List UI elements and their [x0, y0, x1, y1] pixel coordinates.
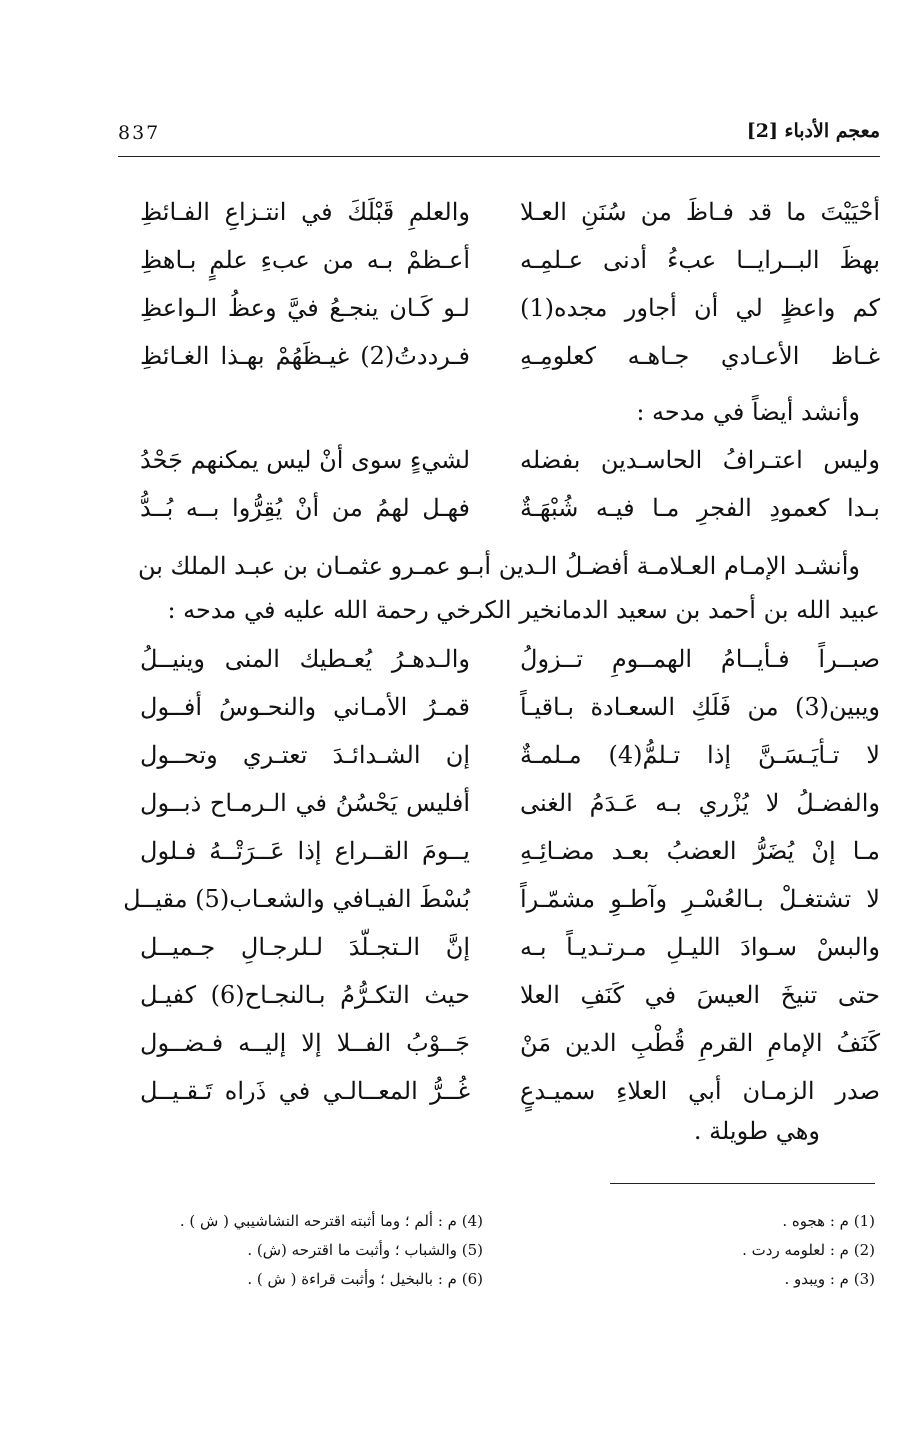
- first-hemistich: مـا إنْ يُضَرُّ العضبُ بعـد مضـائِـهِ: [520, 837, 880, 865]
- verse-line: [140, 446, 880, 494]
- verse-line: [140, 693, 880, 741]
- first-hemistich: بـدا كعمودِ الفجرِ مـا فيـه شُبْهَـةٌ: [520, 494, 880, 522]
- first-hemistich: غـاظ الأعـادي جـاهـه كعلومِـهِ: [520, 342, 880, 370]
- verse-line: [140, 294, 880, 342]
- footnote: (4) م : ألم ؛ وما أثبته اقترحه النشاشيبي ( ش ) .: [179, 1212, 483, 1230]
- verse-line: [140, 645, 880, 693]
- verse-line: [140, 981, 880, 1029]
- verse-line: [140, 837, 880, 885]
- intro-paragraph-line: وأنشـد الإمـام العـلامـة أفضـلُ الـدين أبـو عمـرو عثمـان بن عبـد الملك بن: [137, 552, 860, 580]
- intro-paragraph-line: عبيد الله بن أحمد بن سعيد الدمانخير الكرخي رحمة الله عليه في مدحه :: [167, 596, 880, 624]
- book-title: معجم الأدباء [2]: [746, 120, 880, 142]
- second-hemistich: فـرددتُ(2) غيـظَهُمْ بهـذا الغـائظِ: [140, 342, 470, 370]
- page-header: [118, 116, 880, 156]
- footnote-rule: [610, 1183, 875, 1184]
- second-hemistich: إنَّ الـتجـلّدَ لـلرجـالِ جـميــل: [140, 933, 470, 961]
- verse-line: [140, 741, 880, 789]
- closing-line: وهي طويلة .: [693, 1117, 820, 1145]
- first-hemistich: صبــراً فـأيــامُ الهمــومِ تــزولُ: [520, 645, 880, 673]
- second-hemistich: فهـل لهمُ من أنْ يُقِرُّوا بــه بُــدُّ: [140, 494, 470, 522]
- footnote: (2) م : لعلومه ردت .: [742, 1241, 875, 1259]
- second-hemistich: أفليس يَحْسُنُ في الـرمـاح ذبــول: [140, 789, 470, 817]
- first-hemistich: أحْيَيْتَ ما قد فـاظَ من سُنَنِ العـلا: [520, 198, 880, 226]
- first-hemistich: والبسْ سـوادَ الليـلِ مـرتـديـاً بـه: [520, 933, 880, 961]
- verse-line: [140, 246, 880, 294]
- second-hemistich: والعلمِ قَبْلَكَ في انتـزاعِ الفـائظِ: [140, 198, 470, 226]
- intro-line: وأنشد أيضاً في مدحه :: [636, 398, 860, 426]
- second-hemistich: إن الشـدائـدَ تعتـري وتحــول: [140, 741, 470, 769]
- first-hemistich: حتى تنيخَ العيسَ في كَنَفِ العلا: [520, 981, 880, 1009]
- first-hemistich: كَنَفُ الإمامِ القرمِ قُطْبِ الدين مَنْ: [520, 1029, 880, 1057]
- second-hemistich: لشيءٍ سوى أنْ ليس يمكنهم جَحْدُ: [140, 446, 470, 474]
- second-hemistich: أعـظمْ بـه من عبءِ علمٍ بـاهظِ: [140, 246, 470, 274]
- second-hemistich: جَــوْبُ الفــلا إلا إليــه فـضــول: [140, 1029, 470, 1057]
- second-hemistich: لـو كَـان ينجـعُ فيَّ وعظُ الـواعظِ: [140, 294, 470, 322]
- page-number: 837: [118, 122, 161, 144]
- verse-line: [140, 494, 880, 542]
- first-hemistich: والفضـلُ لا يُزْري بـه عَـدَمُ الغنى: [520, 789, 880, 817]
- first-hemistich: بهظَ البــرايــا عبءُ أدنى عـلمِـه: [520, 246, 880, 274]
- verse-line: [123, 885, 880, 933]
- first-hemistich: ويبين(3) من فَلَكِ السعـادة بـاقيـاً: [520, 693, 880, 721]
- header-rule: [118, 156, 880, 157]
- verse-line: [140, 933, 880, 981]
- verse-line: [140, 198, 880, 246]
- first-hemistich: وليس اعتـرافُ الحاسـدين بفضله: [520, 446, 880, 474]
- footnote: (1) م : هجوه .: [782, 1212, 875, 1230]
- verse-line: [140, 1029, 880, 1077]
- second-hemistich: والـدهـرُ يُعـطيك المنى وينيــلُ: [140, 645, 470, 673]
- first-hemistich: كم واعظٍ لي أن أجاور مجده(1): [520, 294, 880, 322]
- footnote: (6) م : بالبخيل ؛ وأثبت قراءة ( ش ) .: [247, 1270, 483, 1288]
- second-hemistich: يــومَ القــراع إذا عَــرَتْــهُ فـلول: [140, 837, 470, 865]
- second-hemistich: حيث التكـرُّمُ بـالنجـاح(6) كفيـل: [140, 981, 470, 1009]
- verse-line: [140, 342, 880, 390]
- second-hemistich: قمـرُ الأمـاني والنحـوسُ أفــول: [140, 693, 470, 721]
- first-hemistich: لا تـأيَـسَـنَّ إذا تـلمُّ(4) مـلمـةٌ: [520, 741, 880, 769]
- first-hemistich: صدر الزمـان أبي العلاءِ سميـدعٍ: [520, 1077, 880, 1105]
- second-hemistich: بُسْطَ الفيـافي والشعـاب(5) مقيــل: [123, 885, 470, 913]
- verse-line: [140, 789, 880, 837]
- second-hemistich: غُــرُّ المعــالـي في ذَراه تَـقـيــل: [140, 1077, 470, 1105]
- footnote: (3) م : ويبدو .: [784, 1270, 875, 1288]
- footnote: (5) والشباب ؛ وأثبت ما اقترحه (ش) .: [247, 1241, 483, 1259]
- first-hemistich: لا تشتغـلْ بـالعُسْـرِ وآطـوِ مشمّـراً: [520, 885, 880, 913]
